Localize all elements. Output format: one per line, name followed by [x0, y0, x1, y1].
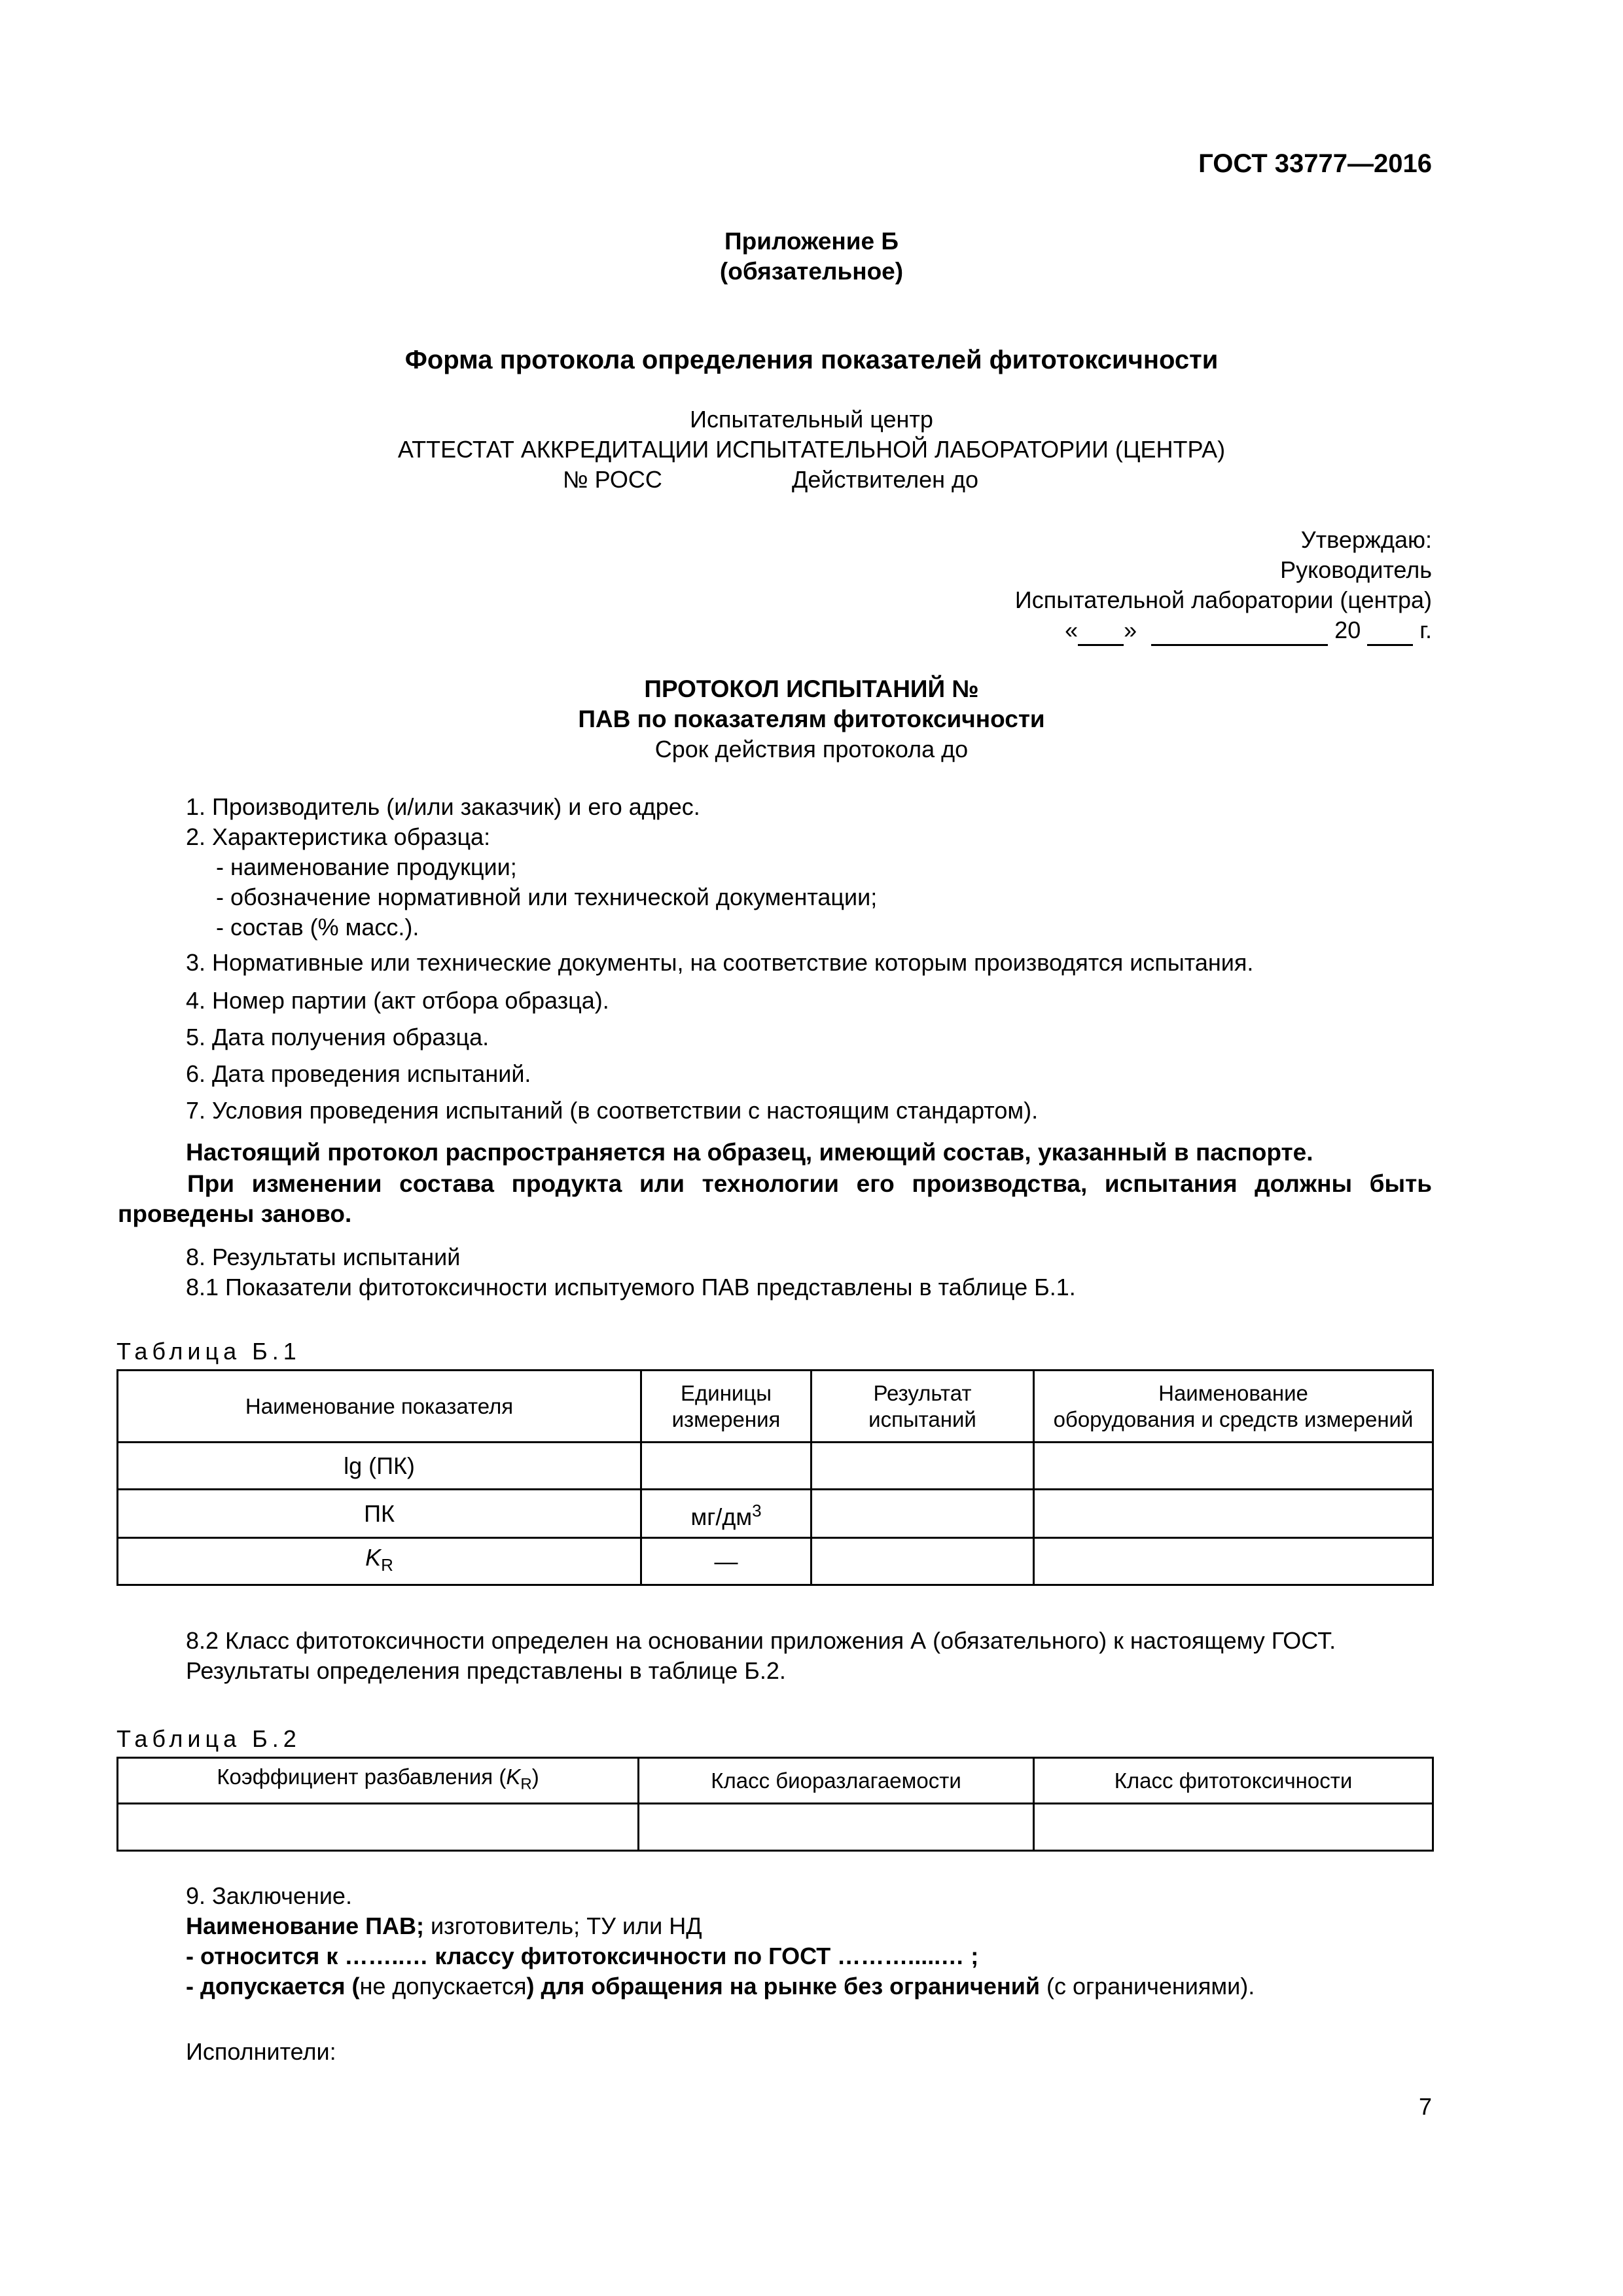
notice-paragraph-2: При изменении состава продукта или технологии его производства, испытания должны быть проведены заново.: [118, 1170, 1432, 1227]
list-item: 6. Дата проведения испытаний.: [186, 1060, 531, 1087]
approval-line: Утверждаю:: [1300, 526, 1432, 553]
cell-indicator: ПК: [118, 1490, 641, 1538]
executors-label: Исполнители:: [186, 2038, 336, 2065]
cell-indicator: lg (ПК): [118, 1443, 641, 1490]
form-title: Форма протокола определения показателей фитотоксичности: [404, 346, 1219, 374]
cell-equipment: [1034, 1443, 1433, 1490]
approval-date: « » 20 г.: [1065, 617, 1432, 646]
approval-lab: Испытательной лаборатории (центра): [1014, 586, 1432, 613]
conclusion-name: Наименование ПАВ; изготовитель; ТУ или НД: [186, 1912, 702, 1939]
list-subitem: - состав (% масс.).: [216, 914, 419, 941]
conclusion-heading: 9. Заключение.: [186, 1882, 352, 1909]
table2-caption: Таблица Б.2: [116, 1725, 301, 1752]
year-blank: [1367, 617, 1413, 646]
list-subitem: - обозначение нормативной или технической документации;: [216, 884, 878, 910]
table-b1: [116, 1369, 1434, 1586]
cell-result: [812, 1538, 1034, 1585]
table-row: [118, 1490, 1433, 1538]
cell-indicator: $K_R$: [118, 1538, 641, 1585]
list-subitem: - наименование продукции;: [216, 853, 517, 880]
cell-equipment: [1034, 1490, 1433, 1538]
list-item: 3. Нормативные или технические документы, на соответствие которым производятся испытания.: [186, 949, 1254, 976]
protocol-title: ПРОТОКОЛ ИСПЫТАНИЙ №: [644, 675, 979, 702]
conclusion-admission: - допускается (не допускается) для обращения на рынке без ограничений (с ограничениями).: [186, 1973, 1255, 2000]
cell-unit: [641, 1443, 812, 1490]
cell-phytotoxicity-class: [1034, 1804, 1433, 1851]
table-b2: [116, 1757, 1434, 1852]
certificate-number-label: № РОСС: [563, 466, 662, 493]
document-standard-number: ГОСТ 33777—2016: [1198, 149, 1432, 178]
page-number: 7: [1418, 2093, 1432, 2120]
conclusion-class: - относится к ……..… классу фитотоксичности по ГОСТ ……….....… ;: [186, 1943, 979, 1969]
accreditation-line: АТТЕСТАТ АККРЕДИТАЦИИ ИСПЫТАТЕЛЬНОЙ ЛАБОРАТОРИИ (ЦЕНТРА): [397, 436, 1226, 463]
results-paragraph: 8.1 Показатели фитотоксичности испытуемого ПАВ представлены в таблице Б.1.: [186, 1274, 1076, 1300]
cell-unit: $мг/дм^3$: [641, 1490, 812, 1538]
header-dilution: Коэффициент разбавления $(K_R)$: [118, 1758, 639, 1804]
list-item: 1. Производитель (и/или заказчик) и его адрес.: [186, 793, 700, 820]
header-units: Единицы измерения: [641, 1371, 812, 1443]
cell-biodegradability: [639, 1804, 1034, 1851]
notice-paragraph: Настоящий протокол распространяется на образец, имеющий состав, указанный в паспорте.: [186, 1139, 1313, 1166]
table-row: [118, 1443, 1433, 1490]
header-equipment: Наименование оборудования и средств измерений: [1034, 1371, 1433, 1443]
header-biodegradability: Класс биоразлагаемости: [639, 1758, 1034, 1804]
header-phytotoxicity-class: Класс фитотоксичности: [1034, 1758, 1433, 1804]
paragraph-8-2: 8.2 Класс фитотоксичности определен на основании приложения А (обязательного) к настоящему ГОСТ.: [186, 1627, 1336, 1654]
results-heading: 8. Результаты испытаний: [186, 1244, 461, 1270]
annex-title: Приложение Б: [724, 228, 899, 255]
approval-head: Руководитель: [1280, 556, 1432, 583]
list-item: 2. Характеристика образца:: [186, 823, 491, 850]
table1-caption: Таблица Б.1: [116, 1338, 301, 1365]
list-item: 5. Дата получения образца.: [186, 1024, 490, 1050]
annex-status: (обязательное): [719, 258, 904, 285]
valid-until-label: Действителен до: [792, 466, 979, 493]
table-header-row: [118, 1371, 1433, 1443]
cell-result: [812, 1443, 1034, 1490]
cell-dilution: [118, 1804, 639, 1851]
month-blank: [1151, 617, 1328, 646]
test-center-line: Испытательный центр: [690, 406, 933, 433]
list-item: 4. Номер партии (акт отбора образца).: [186, 987, 609, 1014]
header-indicator: Наименование показателя: [118, 1371, 641, 1443]
header-result: Результат испытаний: [812, 1371, 1034, 1443]
cell-equipment: [1034, 1538, 1433, 1585]
protocol-validity: Срок действия протокола до: [654, 736, 969, 762]
cell-unit: —: [641, 1538, 812, 1585]
paragraph-8-2-cont: Результаты определения представлены в таблице Б.2.: [186, 1657, 786, 1684]
protocol-subtitle: ПАВ по показателям фитотоксичности: [578, 706, 1045, 732]
table-row: [118, 1804, 1433, 1851]
table-row: [118, 1538, 1433, 1585]
day-blank: [1078, 617, 1124, 646]
table-header-row: [118, 1758, 1433, 1804]
list-item: 7. Условия проведения испытаний (в соответствии с настоящим стандартом).: [186, 1097, 1039, 1124]
cell-result: [812, 1490, 1034, 1538]
